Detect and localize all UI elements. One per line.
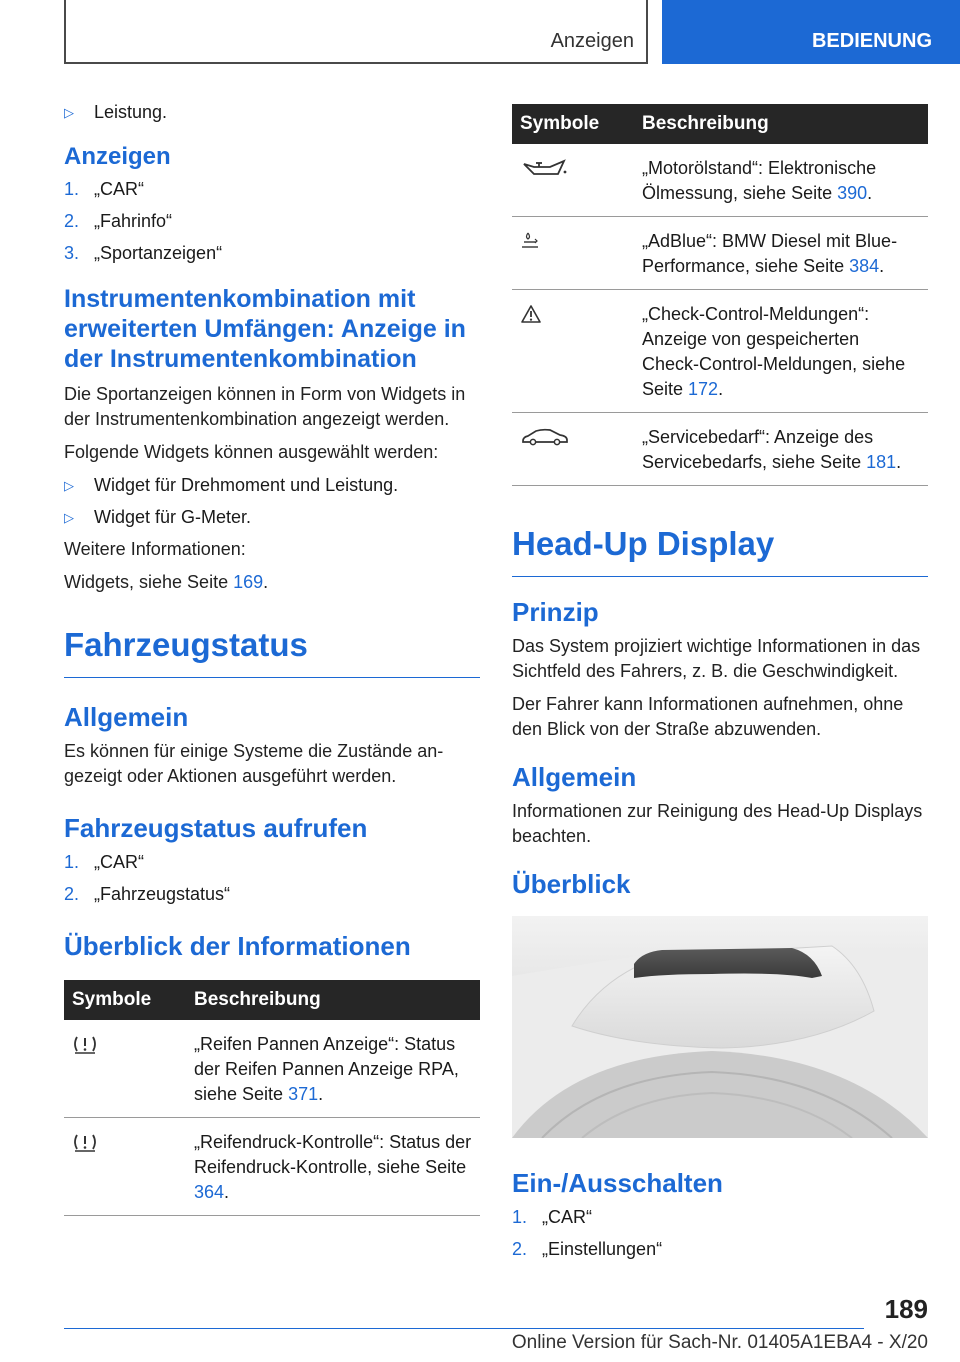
col-header-beschreibung: Beschreibung [634,104,928,144]
header-chapter-tab [662,0,960,64]
hud-title: Head-Up Display [512,522,928,577]
hud-allgemein-heading: Allgemein [512,762,637,792]
hud-allgemein-text: Informationen zur Reinigung des Head-Up Displays beachten. [512,801,923,846]
page-link-364[interactable]: 364 [194,1182,225,1202]
ein-step: 2. „Einstellungen“ [512,1239,663,1259]
allgemein-heading: Allgemein [64,702,189,732]
prinzip-paragraph-1: Das System projiziert wichtige Informationen in das Sichtfeld des Fahrers, z. B. die Geschwindigkeit. [512,636,921,681]
col-header-symbole: Symbole [64,980,186,1020]
ein-step: 1. „CAR“ [512,1207,592,1227]
col-header-beschreibung: Beschreibung [186,980,480,1020]
page-link-390[interactable]: 390 [837,183,868,203]
aufrufen-step: 2. „Fahrzeugstatus“ [64,884,231,904]
ik-paragraph-3: Weitere Informationen: [64,539,246,559]
hud-photo [512,916,928,1138]
intro-bullet: ▷ Leistung. [64,100,480,125]
ein-ausschalten-heading: Ein-/Ausschalten [512,1168,723,1198]
page-link-169[interactable]: 169 [233,572,264,592]
anzeigen-step: 1. „CAR“ [64,179,144,199]
triangle-bullet-icon: ▷ [64,105,74,120]
widget-bullet: ▷ Widget für Drehmoment und Leistung. [64,473,480,498]
footer-version-text: Online Version für Sach-Nr. 01405A1EBA4 - X/20 [511,1332,928,1353]
anzeigen-heading: Anzeigen [64,143,171,170]
hud-ueberblick-heading: Überblick [512,869,631,899]
aufrufen-step: 1. „CAR“ [64,852,144,872]
widget-bullet: ▷ Widget für G-Meter. [64,505,480,530]
page-number: 189 [884,1294,928,1324]
anzeigen-step: 2. „Fahrinfo“ [64,211,173,231]
table-row: „Reifen Pannen Anzeige“: Status der Reifen Pannen Anzeige RPA, siehe Seite 371. [64,1020,480,1118]
ueberblick-informationen-heading: Überblick der Informationen [64,931,411,961]
allgemein-text: Es können für einige Systeme die Zustände angezeigt oder Aktionen ausgeführt werden. [64,741,444,786]
oil-can-icon [512,144,634,217]
status-symbols-table-continued [512,104,928,486]
right-column [512,104,928,1269]
table-row: „Check-Control-Meldungen“: Anzeige von gespeicherten Check-Control-Meldungen, siehe Seite 172. [512,290,928,413]
anzeigen-step: 3. „Sportanzeigen“ [64,243,223,263]
page-link-172[interactable]: 172 [688,379,719,399]
left-column [64,100,480,1216]
adblue-icon [512,217,634,290]
fahrzeugstatus-title: Fahrzeugstatus [64,623,480,678]
header-section-box [64,0,648,64]
table-row: „Reifendruck-Kontrolle“: Status der Reifendruck-Kontrolle, siehe Seite 364. [64,1118,480,1216]
status-symbols-table [64,980,480,1216]
car-service-icon [512,413,634,486]
header-section-title: Anzeigen [550,30,634,52]
fahrzeugstatus-aufrufen-heading: Fahrzeugstatus aufrufen [64,813,368,843]
tire-warning-icon [64,1020,186,1118]
ik-paragraph-2: Folgende Widgets können ausgewählt werden: [64,442,439,462]
page-link-371[interactable]: 371 [288,1084,319,1104]
triangle-bullet-icon: ▷ [64,510,74,525]
page-link-181[interactable]: 181 [866,452,897,472]
header-chapter-title: BEDIENUNG [811,30,932,52]
tire-pressure-icon [64,1118,186,1216]
table-row: „Motorölstand“: Elektronische Ölmessung, siehe Seite 390. [512,144,928,217]
table-row: „AdBlue“: BMW Diesel mit BluePerformance, siehe Seite 384. [512,217,928,290]
footer-divider [64,1328,864,1329]
ik-paragraph-1: Die Sportanzeigen können in Form von Widgets in der Instrumentenkombination angezeigt werden. [64,384,466,429]
instrumentenkombination-heading: Instrumentenkombination mit erweiterten Umfängen: Anzeige in der Instrumentenkombination [64,285,466,373]
prinzip-paragraph-2: Der Fahrer kann Informationen aufnehmen, ohne den Blick von der Straße abzuwenden. [512,694,904,739]
triangle-bullet-icon: ▷ [64,478,74,493]
widgets-reference: Widgets, siehe Seite 169. [64,572,269,592]
prinzip-heading: Prinzip [512,597,599,627]
page-link-384[interactable]: 384 [849,256,880,276]
col-header-symbole: Symbole [512,104,634,144]
table-row: „Servicebedarf“: Anzeige des Servicebedarfs, siehe Seite 181. [512,413,928,486]
warning-triangle-icon [512,290,634,413]
